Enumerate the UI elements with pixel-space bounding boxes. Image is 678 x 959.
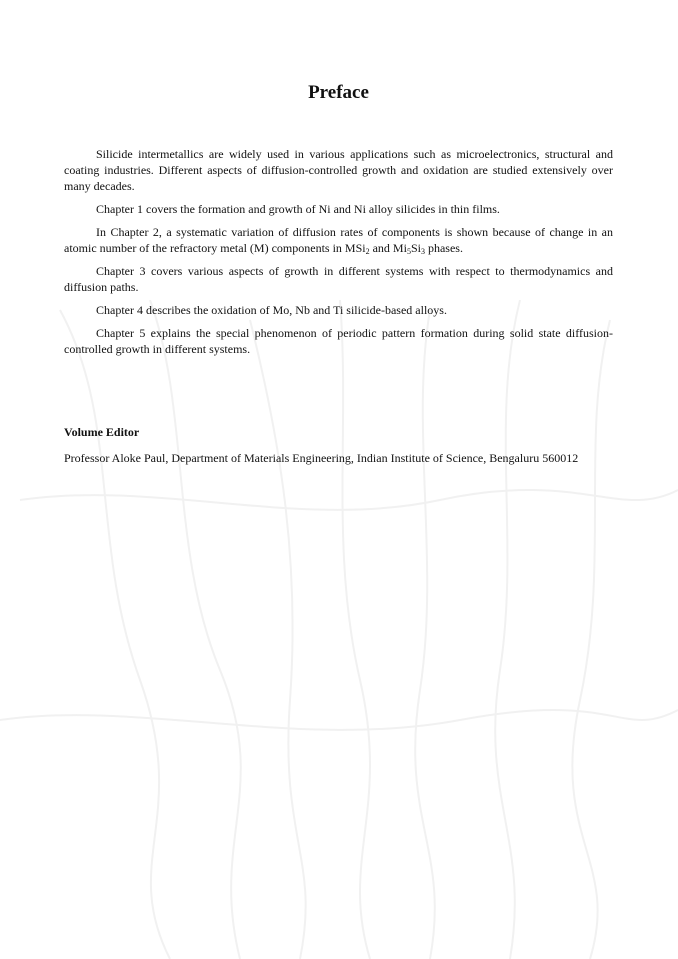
background-watermark	[0, 300, 678, 959]
paragraph-chapter-2-text: In Chapter 2, a systematic variation of diffusion rates of components is shown because of change in an atomic number of the refractory metal (M) components in MSi	[64, 225, 613, 255]
paragraph-chapter-2	[64, 224, 613, 256]
paragraph-chapter-2-text: phases.	[424, 241, 463, 255]
preface-body	[64, 146, 613, 364]
volume-editor-heading: Volume Editor	[64, 425, 140, 439]
paragraph-chapter-3: Chapter 3 covers various aspects of growth in different systems with respect to thermodynamics and diffusion paths.	[64, 264, 613, 294]
paragraph-intro: Silicide intermetallics are widely used in various applications such as microelectronics, structural and coating industries. Different aspects of diffusion-controlled growth and oxidation are studied extensively over many decades.	[64, 147, 613, 193]
paragraph-chapter-4: Chapter 4 describes the oxidation of Mo, Nb and Ti silicide-based alloys.	[96, 303, 447, 317]
subscript: 2	[365, 247, 370, 256]
subscript: 3	[420, 247, 425, 256]
paragraph-chapter-5: Chapter 5 explains the special phenomenon of periodic pattern formation during solid state diffusion-controlled growth in different systems.	[64, 326, 613, 356]
subscript: 5	[406, 247, 411, 256]
paragraph-chapter-2-text: and Mi	[369, 241, 407, 255]
paragraph-chapter-1: Chapter 1 covers the formation and growth of Ni and Ni alloy silicides in thin films.	[96, 202, 500, 216]
page-title: Preface	[308, 82, 369, 103]
volume-editor-text: Professor Aloke Paul, Department of Materials Engineering, Indian Institute of Science, Bengaluru 560012	[64, 451, 579, 465]
paragraph-chapter-2-text: Si	[410, 241, 421, 255]
